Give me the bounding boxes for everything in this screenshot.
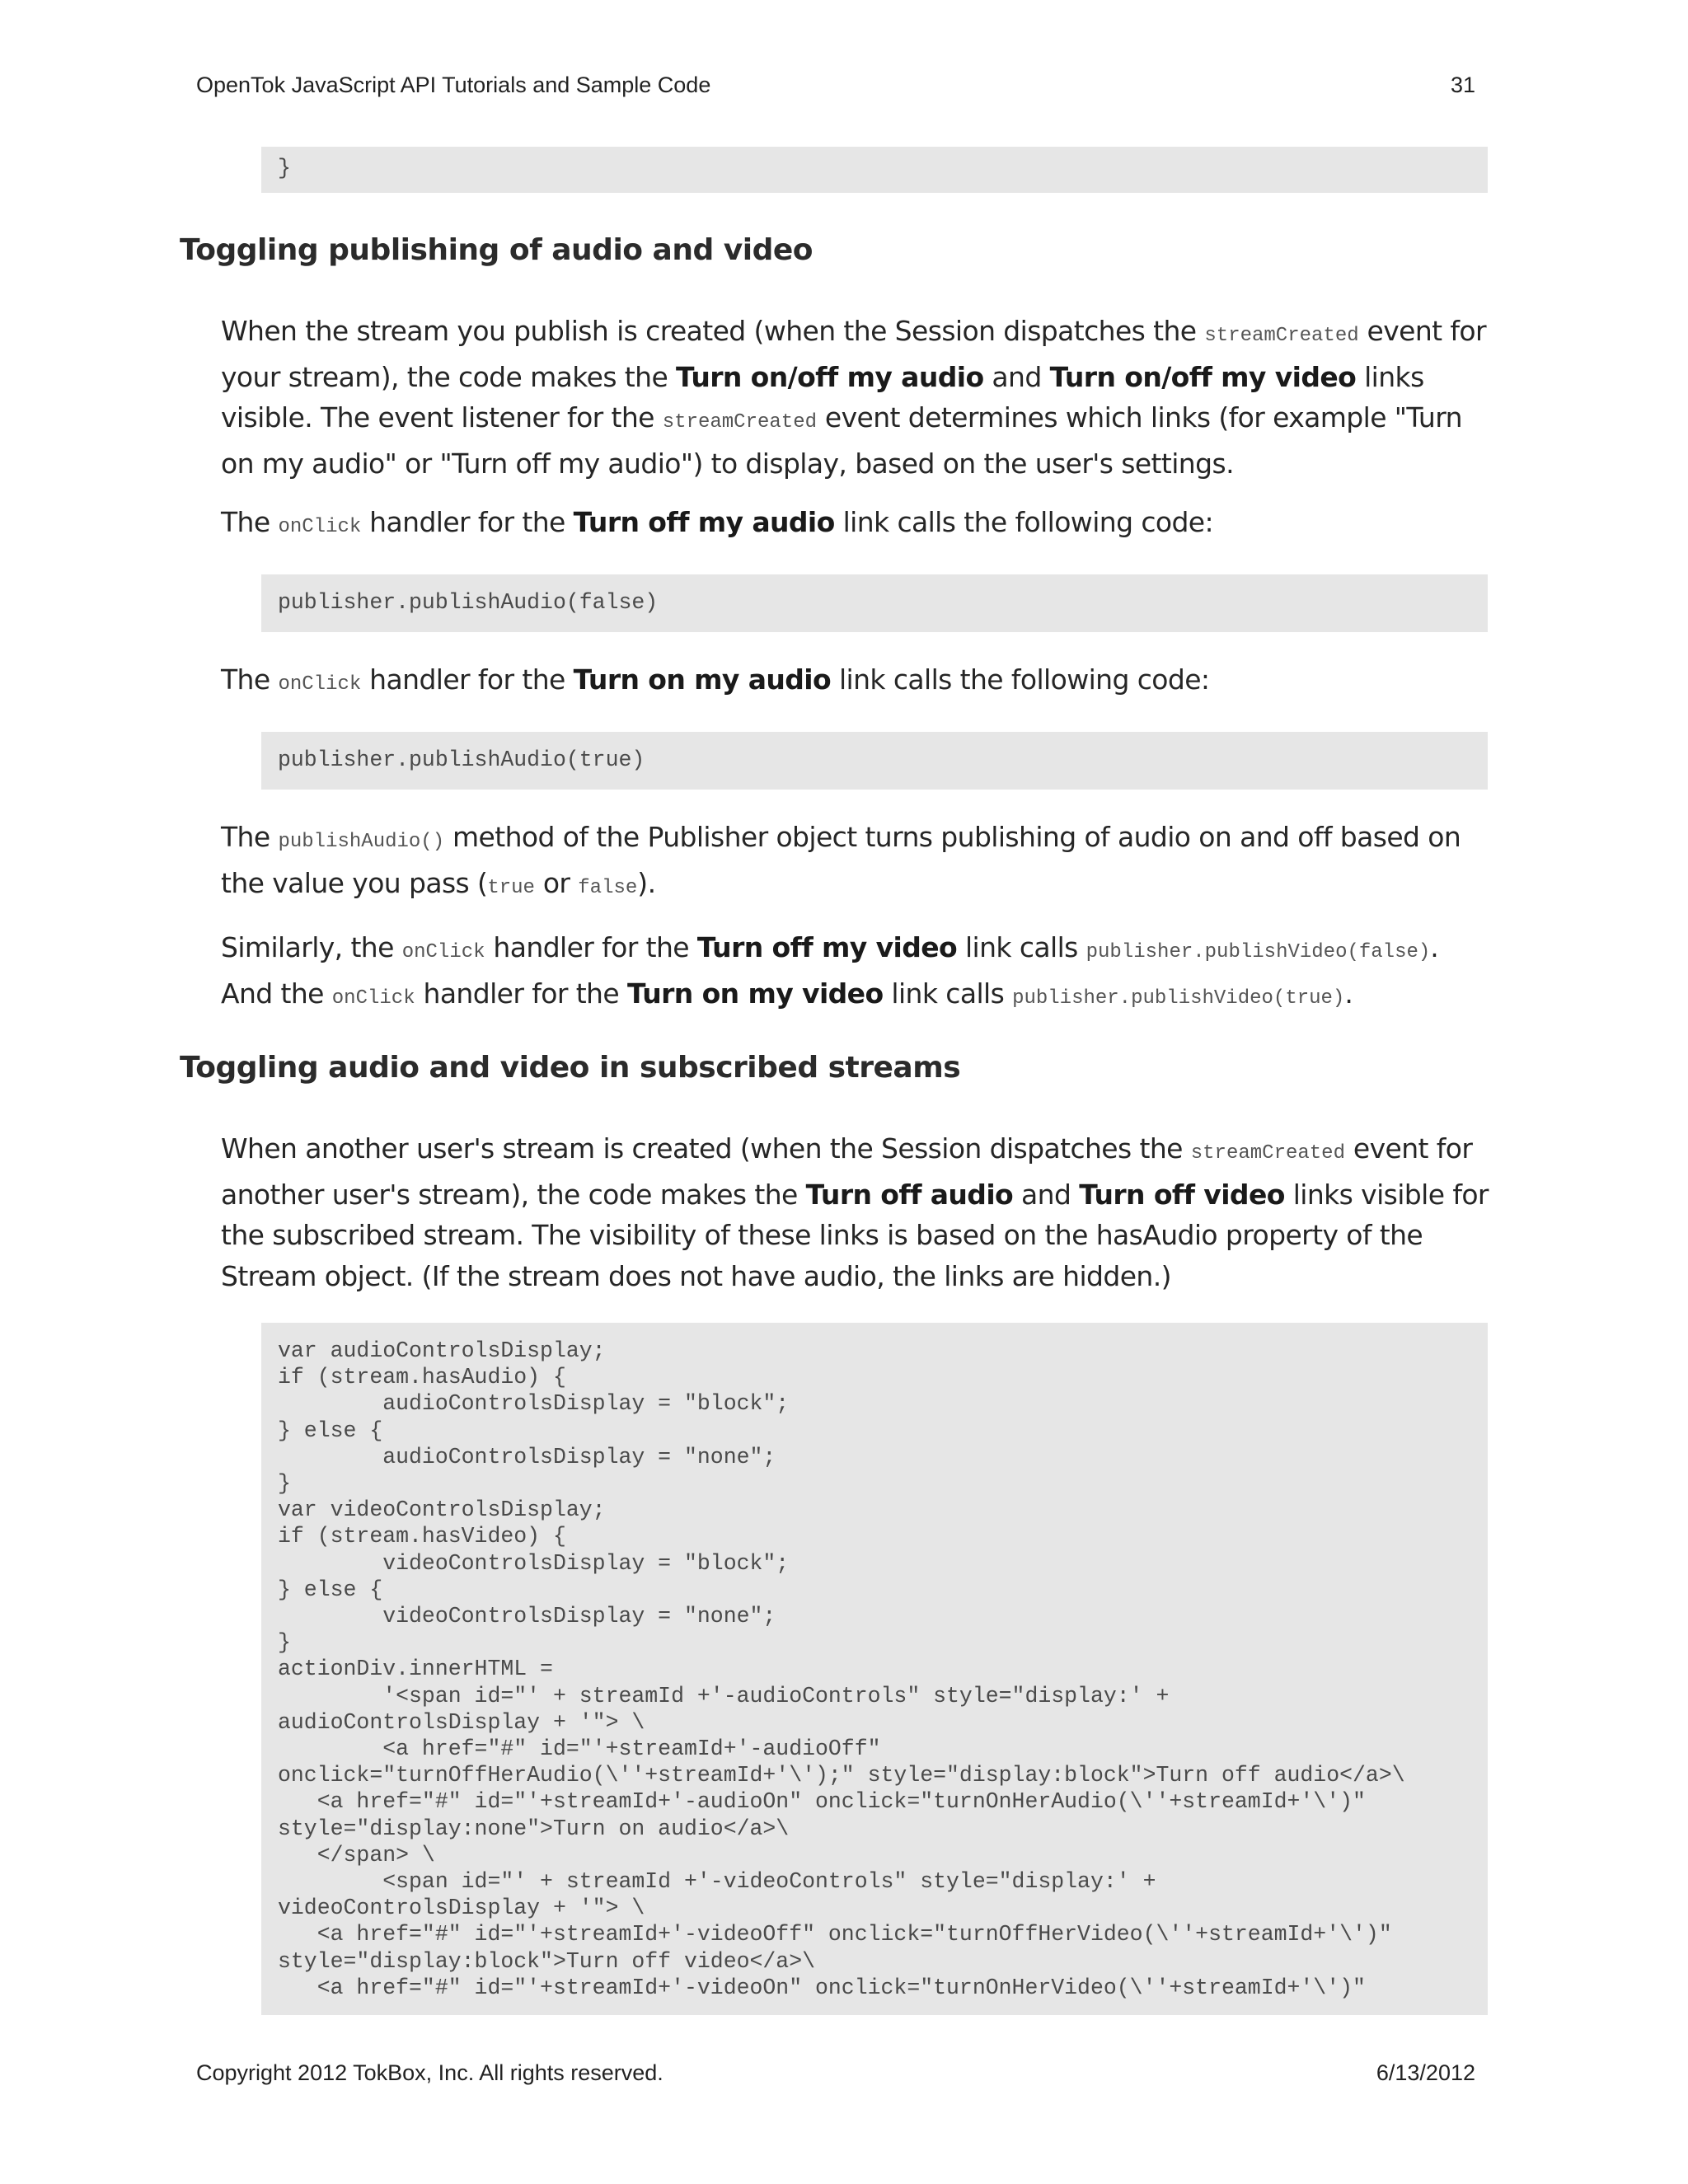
inline-code: onClick [401, 941, 485, 963]
page-number: 31 [1450, 73, 1475, 97]
section-heading-subscribed: Toggling audio and video in subscribed streams [180, 1051, 961, 1085]
inline-code: streamCreated [662, 411, 817, 434]
bold-term: Turn on my video [626, 977, 884, 1010]
bold-term: Turn on my audio [573, 663, 832, 696]
inline-code: onClick [278, 673, 362, 696]
bold-term: Turn off my video [696, 931, 958, 963]
inline-code: streamCreated [1190, 1142, 1345, 1165]
code-block-top-fragment: } [261, 147, 1488, 193]
bold-term: Turn on/off my audio [676, 360, 984, 393]
code-block-publish-audio-false: publisher.publishAudio(false) [261, 574, 1488, 632]
paragraph-subscribed-stream: When another user's stream is created (when the Session dispatches the streamCreated event for another user's stream), the code makes the Turn off audio and Turn off video links visible for the subscribed stream. The visibility of these links is based on the hasAudio property of the Stream object. (If the stream does not have audio, the links are hidden.) [221, 1132, 1489, 1292]
footer-copyright: Copyright 2012 TokBox, Inc. All rights reserved. [196, 2060, 663, 2085]
paragraph-turn-on-audio: The onClick handler for the Turn on my audio link calls the following code: [221, 663, 1210, 696]
paragraph-stream-created: When the stream you publish is created (when the Session dispatches the streamCreated event for your stream), the code makes the Turn on/off my audio and Turn on/off my video links visible. The event listener for the streamCreated event determines which links (for example "Turn on my audio" or "Turn off my audio") to display, based on the user's settings. [221, 315, 1486, 480]
paragraph-publish-audio-method: The publishAudio() method of the Publisher object turns publishing of audio on and off based on the value you pass (true or false). [221, 821, 1461, 899]
header-title: OpenTok JavaScript API Tutorials and Sample Code [196, 73, 711, 97]
section-heading-publishing: Toggling publishing of audio and video [180, 233, 814, 267]
inline-code: publisher.publishVideo(false) [1085, 941, 1431, 963]
bold-term: Turn off my audio [573, 506, 835, 538]
inline-code: false [578, 876, 638, 899]
inline-code: onClick [278, 516, 362, 538]
footer-date: 6/13/2012 [1376, 2060, 1475, 2085]
running-footer [196, 2060, 1475, 2086]
code-block-publish-audio-true: publisher.publishAudio(true) [261, 732, 1488, 790]
paragraph-video-handlers: Similarly, the onClick handler for the Turn off my video link calls publisher.publishVideo(false). And the onClick handler for the Turn on my video link calls publisher.publishVideo(true). [221, 931, 1439, 1010]
bold-term: Turn on/off my video [1049, 360, 1357, 393]
inline-code: true [487, 876, 535, 899]
running-header [196, 73, 1475, 98]
code-block-controls-listing: var audioControlsDisplay; if (stream.hasAudio) { audioControlsDisplay = "block"; } else { audioControlsDisplay = "none"; } var videoControlsDisplay; if (stream.hasVideo) { videoControlsDisplay = "block"; } else { videoControlsDisplay = "none"; } actionDiv.innerHTML = '<span id="' + streamId +'-audioControls" style="display:' + audioControlsDisplay + '"> \ <a href="#" id="'+streamId+'-audioOff" onclick="turnOffHerAudio(\''+streamId+'\');" style="display:block">Turn off audio</a>\ <a href="#" id="'+streamId+'-audioOn" onclick="turnOnHerAudio(\''+streamId+'\')" style="display:none">Turn on audio</a>\ </span> \ <span id="' + streamId +'-videoControls" style="display:' + videoControlsDisplay + '"> \ <a href="#" id="'+streamId+'-videoOff" onclick="turnOffHerVideo(\''+streamId+'\')" style="display:block">Turn off video</a>\ <a href="#" id="'+streamId+'-videoOn" onclick="turnOnHerVideo(\''+streamId+'\')" [261, 1323, 1488, 2015]
paragraph-turn-off-audio: The onClick handler for the Turn off my audio link calls the following code: [221, 506, 1214, 538]
bold-term: Turn off audio [805, 1178, 1014, 1211]
bold-term: Turn off video [1079, 1178, 1285, 1211]
inline-code: publisher.publishVideo(true) [1012, 987, 1345, 1010]
inline-code: onClick [331, 987, 415, 1010]
inline-code: publishAudio() [278, 831, 445, 853]
inline-code: streamCreated [1204, 325, 1359, 347]
